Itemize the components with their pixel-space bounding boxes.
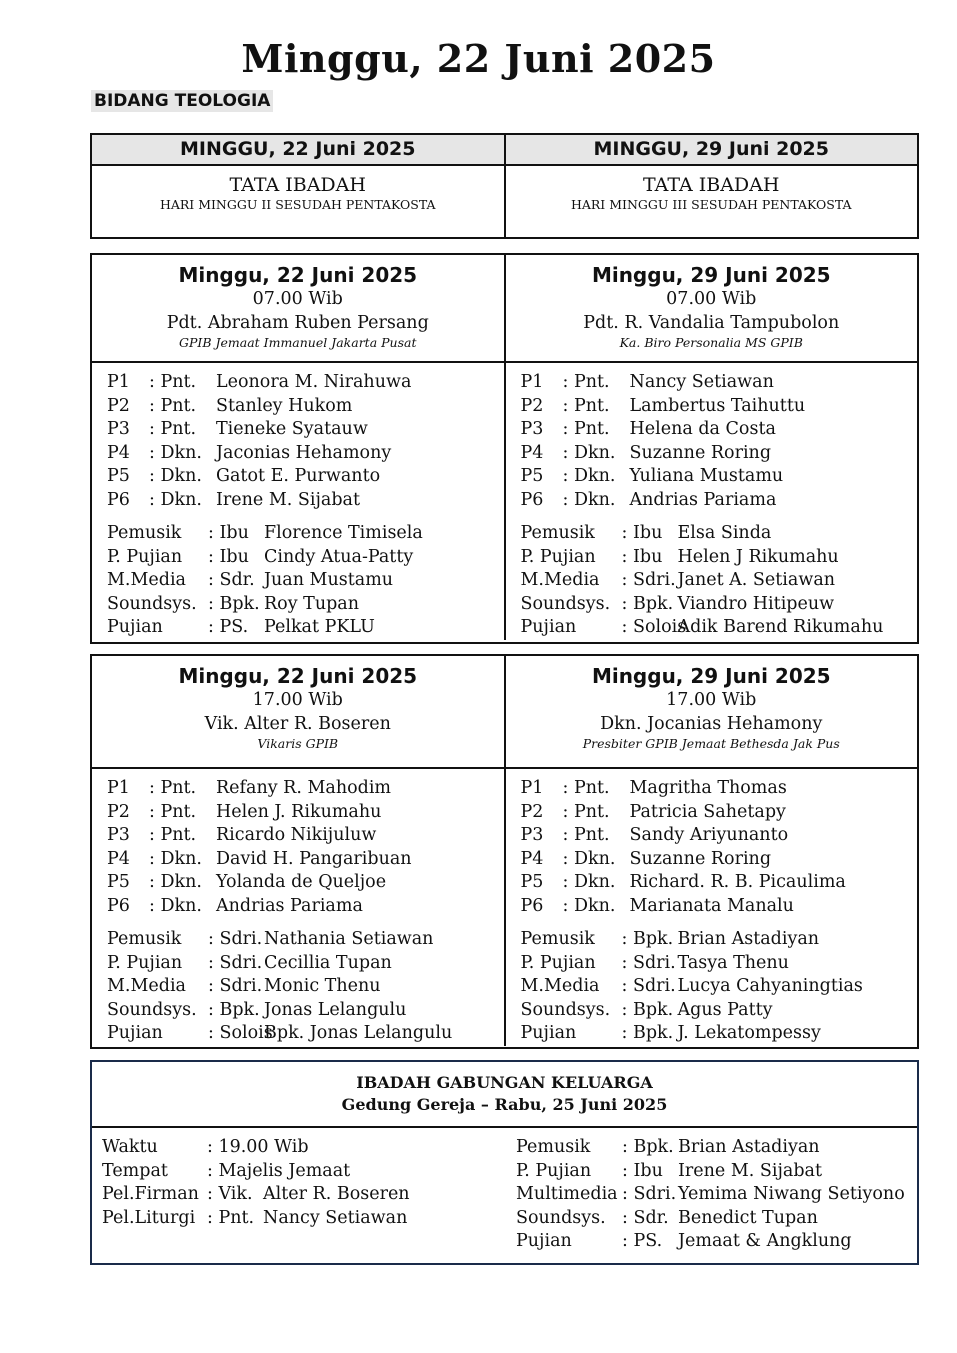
support-key: Soundsys. xyxy=(107,999,197,1020)
roster-row xyxy=(521,824,918,848)
roster-name: Richard. R. B. Picaulima xyxy=(629,872,846,892)
support-title: : Bpk. xyxy=(621,1023,674,1043)
roster-row xyxy=(107,442,504,466)
support-name: Elsa Sinda xyxy=(677,523,772,543)
support-row xyxy=(521,569,918,593)
support-title: : Bpk. xyxy=(621,999,674,1020)
support-row xyxy=(521,522,918,546)
support-key: M.Media xyxy=(520,976,600,996)
roster-key: P3 xyxy=(107,419,130,439)
family-key: Pel.Firman xyxy=(102,1184,199,1204)
support-title: : Bpk. xyxy=(208,593,260,614)
service-left-header xyxy=(92,656,504,767)
support-title: : Bpk. xyxy=(621,593,674,614)
roster-title: : Dkn. xyxy=(149,895,202,916)
service-time: 07.00 Wib xyxy=(252,289,343,309)
family-key: Soundsys. xyxy=(516,1207,606,1228)
roster-key: P5 xyxy=(107,466,130,486)
service-left-roster xyxy=(92,769,504,1046)
support-row xyxy=(521,999,918,1023)
roster-key: P6 xyxy=(520,489,544,510)
roster-title: : Pnt. xyxy=(562,801,610,822)
family-title-cell: : Vik. xyxy=(207,1184,253,1204)
support-name: Monic Thenu xyxy=(264,976,381,996)
support-name: Lucya Cahyaningtias xyxy=(677,976,863,996)
roster-name: Tieneke Syatauw xyxy=(216,419,368,439)
support-name: Florence Timisela xyxy=(264,523,423,543)
family-key: Pujian xyxy=(516,1231,572,1251)
roster-row xyxy=(521,465,918,489)
roster-key: P4 xyxy=(520,848,544,869)
family-key: Multimedia xyxy=(516,1184,618,1204)
spacer xyxy=(107,512,504,522)
support-title: : Sdri. xyxy=(621,976,676,996)
support-name: Roy Tupan xyxy=(264,593,360,614)
preacher-role: GPIB Jemaat Immanuel Jakarta Pusat xyxy=(179,335,417,350)
support-name: Pelkat PKLU xyxy=(264,617,375,637)
roster-name: Nancy Setiawan xyxy=(629,372,774,392)
service-right-roster xyxy=(504,769,918,1046)
service-left-roster xyxy=(92,363,504,640)
family-title-cell: : Pnt. xyxy=(207,1207,255,1228)
support-key: Pujian xyxy=(107,617,163,637)
support-name: Helen J Rikumahu xyxy=(677,546,839,567)
family-row xyxy=(516,1136,916,1160)
roster-name: Andrias Pariama xyxy=(216,895,363,916)
roster-key: P2 xyxy=(107,801,130,822)
support-key: Pemusik xyxy=(107,523,182,543)
roster-key: P1 xyxy=(107,372,130,392)
support-title: : Sdri. xyxy=(208,929,263,949)
roster-key: P5 xyxy=(107,872,130,892)
family-row xyxy=(516,1230,916,1254)
support-name: Viandro Hitipeuw xyxy=(677,593,835,614)
roster-title: : Dkn. xyxy=(562,489,616,510)
roster-row xyxy=(521,871,918,895)
support-row xyxy=(521,952,918,976)
roster-key: P1 xyxy=(520,778,544,798)
roster-row xyxy=(521,895,918,919)
roster-title: : Dkn. xyxy=(149,466,202,486)
support-key: Soundsys. xyxy=(107,593,197,614)
header-table xyxy=(90,133,919,239)
roster-row xyxy=(107,895,504,919)
service-date: Minggu, 22 Juni 2025 xyxy=(178,664,418,688)
support-key: Pemusik xyxy=(520,523,595,543)
roster-name: Irene M. Sijabat xyxy=(216,489,360,510)
roster-title: : Pnt. xyxy=(149,419,197,439)
family-name: Brian Astadiyan xyxy=(678,1137,820,1157)
roster-name: Jaconias Hehamony xyxy=(216,442,392,463)
family-left-list xyxy=(102,1136,516,1254)
family-right-list xyxy=(516,1136,916,1254)
roster-name: Andrias Pariama xyxy=(629,489,777,510)
support-key: Soundsys. xyxy=(520,999,611,1020)
service-time: 07.00 Wib xyxy=(666,289,757,309)
service-box-evening xyxy=(90,654,919,1049)
service-date: Minggu, 22 Juni 2025 xyxy=(178,263,418,287)
roster-key: P4 xyxy=(107,442,130,463)
roster-title: : Dkn. xyxy=(562,442,616,463)
service-right-header xyxy=(504,255,918,361)
support-title: : Sdr. xyxy=(208,570,255,590)
roster-key: P3 xyxy=(520,825,544,845)
service-box-morning xyxy=(90,253,919,644)
roster-row xyxy=(521,777,918,801)
roster-title: : Dkn. xyxy=(149,872,202,892)
roster-name: David H. Pangaribuan xyxy=(216,848,412,869)
preacher-name: Vik. Alter R. Boseren xyxy=(204,714,391,734)
family-row xyxy=(102,1207,516,1231)
roster-row xyxy=(107,395,504,419)
family-key: Waktu xyxy=(102,1137,158,1157)
spacer xyxy=(521,512,918,522)
support-title: : PS. xyxy=(208,617,249,637)
roster-key: P6 xyxy=(520,895,544,916)
service-date: Minggu, 29 Juni 2025 xyxy=(591,664,831,688)
preacher-name: Pdt. R. Vandalia Tampubolon xyxy=(583,313,840,333)
support-key: M.Media xyxy=(107,976,186,996)
support-name: Jonas Lelangulu xyxy=(264,999,407,1020)
support-key: P. Pujian xyxy=(520,546,596,567)
roster-row xyxy=(107,801,504,825)
support-row xyxy=(521,593,918,617)
support-title: : Sdri. xyxy=(208,976,263,996)
family-title-cell: : Ibu xyxy=(622,1160,663,1181)
family-key: Pemusik xyxy=(516,1137,591,1157)
support-row xyxy=(107,975,504,999)
family-name: Nancy Setiawan xyxy=(263,1207,408,1228)
roster-key: P5 xyxy=(520,466,544,486)
support-row xyxy=(107,593,504,617)
preacher-role: Ka. Biro Personalia MS GPIB xyxy=(619,335,803,350)
header-left-sub: HARI MINGGU II SESUDAH PENTAKOSTA xyxy=(159,197,436,212)
family-title: IBADAH GABUNGAN KELUARGA xyxy=(356,1073,653,1092)
roster-title: : Pnt. xyxy=(149,825,197,845)
header-right-sub: HARI MINGGU III SESUDAH PENTAKOSTA xyxy=(570,197,852,212)
support-key: Pujian xyxy=(520,617,577,637)
roster-name: Refany R. Mahodim xyxy=(216,778,392,798)
roster-name: Helen J. Rikumahu xyxy=(216,801,382,822)
service-header xyxy=(92,656,917,769)
roster-row xyxy=(521,801,918,825)
service-body xyxy=(92,363,917,640)
family-subtitle: Gedung Gereja – Rabu, 25 Juni 2025 xyxy=(341,1095,668,1114)
roster-key: P4 xyxy=(107,848,130,869)
roster-row xyxy=(521,848,918,872)
spacer xyxy=(107,918,504,928)
support-key: P. Pujian xyxy=(107,952,183,973)
family-service-box xyxy=(90,1060,919,1265)
family-key: P. Pujian xyxy=(516,1160,592,1181)
support-name: Juan Mustamu xyxy=(264,570,394,590)
roster-name: Suzanne Roring xyxy=(629,848,772,869)
support-row xyxy=(107,616,504,640)
roster-key: P6 xyxy=(107,895,130,916)
roster-title: : Dkn. xyxy=(149,848,202,869)
support-name: Adik Barend Rikumahu xyxy=(677,617,884,637)
support-title: : Solois xyxy=(621,617,687,637)
support-title: : Sdri. xyxy=(621,570,676,590)
family-title-cell: : Sdr. xyxy=(622,1207,669,1228)
roster-key: P1 xyxy=(520,372,544,392)
support-key: P. Pujian xyxy=(107,546,183,567)
roster-row xyxy=(521,371,918,395)
service-left-header xyxy=(92,255,504,361)
support-row xyxy=(107,999,504,1023)
roster-name: Sandy Ariyunanto xyxy=(629,825,789,845)
roster-key: P3 xyxy=(107,825,130,845)
support-name: Janet A. Setiawan xyxy=(677,570,836,590)
roster-title: : Pnt. xyxy=(562,419,610,439)
support-row xyxy=(107,952,504,976)
roster-name: Patricia Sahetapy xyxy=(629,801,786,822)
support-row xyxy=(107,928,504,952)
family-name: Jemaat & Angklung xyxy=(678,1231,852,1251)
roster-title: : Pnt. xyxy=(562,825,610,845)
support-name: Agus Patty xyxy=(677,999,773,1020)
preacher-role: Presbiter GPIB Jemaat Bethesda Jak Pus xyxy=(582,736,840,751)
family-title-cell: : PS. xyxy=(622,1231,663,1251)
section-label: BIDANG TEOLOGIA xyxy=(91,90,273,112)
support-key: Pujian xyxy=(520,1023,577,1043)
preacher-role: Vikaris GPIB xyxy=(257,736,339,751)
roster-row xyxy=(521,489,918,513)
preacher-name: Dkn. Jocanias Hehamony xyxy=(600,714,823,734)
roster-key: P2 xyxy=(107,395,130,416)
roster-key: P4 xyxy=(520,442,544,463)
roster-title: : Pnt. xyxy=(149,778,197,798)
roster-name: Stanley Hukom xyxy=(216,395,353,416)
support-key: M.Media xyxy=(107,570,186,590)
family-name: Alter R. Boseren xyxy=(263,1184,410,1204)
support-title: : Bpk. xyxy=(208,999,260,1020)
roster-row xyxy=(521,395,918,419)
support-key: P. Pujian xyxy=(520,952,596,973)
roster-title: : Pnt. xyxy=(149,372,197,392)
roster-name: Yolanda de Queljoe xyxy=(216,872,387,892)
family-row xyxy=(516,1183,916,1207)
roster-key: P2 xyxy=(520,801,544,822)
family-row xyxy=(102,1136,516,1160)
service-right-roster xyxy=(504,363,918,640)
service-time: 17.00 Wib xyxy=(252,690,343,710)
roster-key: P6 xyxy=(107,489,130,510)
roster-row xyxy=(521,442,918,466)
support-row xyxy=(107,546,504,570)
roster-title: : Pnt. xyxy=(149,395,197,416)
support-row xyxy=(521,928,918,952)
roster-row xyxy=(107,371,504,395)
family-row xyxy=(516,1207,916,1231)
roster-key: P5 xyxy=(520,872,544,892)
support-name: Cindy Atua-Patty xyxy=(264,546,414,567)
service-right-header xyxy=(504,656,918,767)
support-key: Pujian xyxy=(107,1023,163,1043)
roster-key: P3 xyxy=(520,419,544,439)
family-row xyxy=(102,1160,516,1184)
family-key: Tempat xyxy=(102,1160,168,1181)
family-row xyxy=(516,1160,916,1184)
family-name: Benedict Tupan xyxy=(678,1207,818,1228)
roster-key: P1 xyxy=(107,778,130,798)
support-title: : Ibu xyxy=(621,546,663,567)
support-name: Nathania Setiawan xyxy=(264,929,434,949)
header-left-tata: TATA IBADAH xyxy=(229,174,366,196)
family-title-cell: : 19.00 Wib xyxy=(207,1137,309,1157)
support-row xyxy=(521,616,918,640)
roster-title: : Pnt. xyxy=(562,395,610,416)
roster-title: : Pnt. xyxy=(149,801,197,822)
roster-title: : Pnt. xyxy=(562,372,610,392)
roster-name: Leonora M. Nirahuwa xyxy=(216,372,412,392)
roster-name: Suzanne Roring xyxy=(629,442,772,463)
preacher-name: Pdt. Abraham Ruben Persang xyxy=(166,313,429,333)
support-key: M.Media xyxy=(520,570,600,590)
roster-name: Magritha Thomas xyxy=(629,778,787,798)
roster-name: Ricardo Nikijuluw xyxy=(216,825,377,845)
support-row xyxy=(521,546,918,570)
service-header xyxy=(92,255,917,363)
roster-row xyxy=(107,871,504,895)
roster-title: : Dkn. xyxy=(562,848,616,869)
roster-row xyxy=(107,489,504,513)
roster-row xyxy=(107,418,504,442)
service-date: Minggu, 29 Juni 2025 xyxy=(591,263,831,287)
header-right-tata: TATA IBADAH xyxy=(643,174,780,196)
roster-name: Marianata Manalu xyxy=(629,895,794,916)
support-title: : Ibu xyxy=(621,523,663,543)
roster-title: : Dkn. xyxy=(562,895,616,916)
roster-row xyxy=(107,465,504,489)
support-name: Bpk. Jonas Lelangulu xyxy=(264,1023,453,1043)
service-time: 17.00 Wib xyxy=(666,690,757,710)
roster-row xyxy=(107,824,504,848)
support-name: Cecillia Tupan xyxy=(264,952,392,973)
roster-title: : Pnt. xyxy=(562,778,610,798)
support-key: Soundsys. xyxy=(520,593,611,614)
support-title: : Sdri. xyxy=(621,952,676,973)
roster-title: : Dkn. xyxy=(149,489,202,510)
roster-title: : Dkn. xyxy=(562,872,616,892)
support-title: : Ibu xyxy=(208,546,249,567)
header-left-date: MINGGU, 22 Juni 2025 xyxy=(179,138,416,160)
family-title-cell: : Majelis Jemaat xyxy=(207,1160,351,1181)
roster-title: : Dkn. xyxy=(149,442,202,463)
support-row xyxy=(107,522,504,546)
roster-name: Yuliana Mustamu xyxy=(629,466,784,486)
support-name: Tasya Thenu xyxy=(677,952,789,973)
family-row xyxy=(102,1183,516,1207)
support-name: J. Lekatompessy xyxy=(677,1023,821,1043)
roster-name: Lambertus Taihuttu xyxy=(629,395,806,416)
service-body xyxy=(92,769,917,1046)
support-row xyxy=(521,1022,918,1046)
family-title-cell: : Bpk. xyxy=(622,1137,674,1157)
support-row xyxy=(107,569,504,593)
roster-row xyxy=(107,777,504,801)
spacer xyxy=(521,918,918,928)
roster-key: P2 xyxy=(520,395,544,416)
roster-name: Gatot E. Purwanto xyxy=(216,466,381,486)
support-row xyxy=(107,1022,504,1046)
support-title: : Sdri. xyxy=(208,952,263,973)
family-name: Yemima Niwang Setiyono xyxy=(678,1184,905,1204)
support-row xyxy=(521,975,918,999)
roster-name: Helena da Costa xyxy=(629,419,776,439)
page-title: Minggu, 22 Juni 2025 xyxy=(241,36,716,81)
roster-row xyxy=(521,418,918,442)
header-right-date: MINGGU, 29 Juni 2025 xyxy=(504,135,918,164)
support-key: Pemusik xyxy=(107,929,182,949)
family-title-cell: : Sdri. xyxy=(622,1184,677,1204)
support-title: : Solois xyxy=(208,1023,273,1043)
support-key: Pemusik xyxy=(520,929,595,949)
support-name: Brian Astadiyan xyxy=(677,929,820,949)
family-name: Irene M. Sijabat xyxy=(678,1160,822,1181)
support-title: : Bpk. xyxy=(621,929,674,949)
support-title: : Ibu xyxy=(208,523,249,543)
family-key: Pel.Liturgi xyxy=(102,1207,196,1228)
roster-row xyxy=(107,848,504,872)
roster-title: : Dkn. xyxy=(562,466,616,486)
